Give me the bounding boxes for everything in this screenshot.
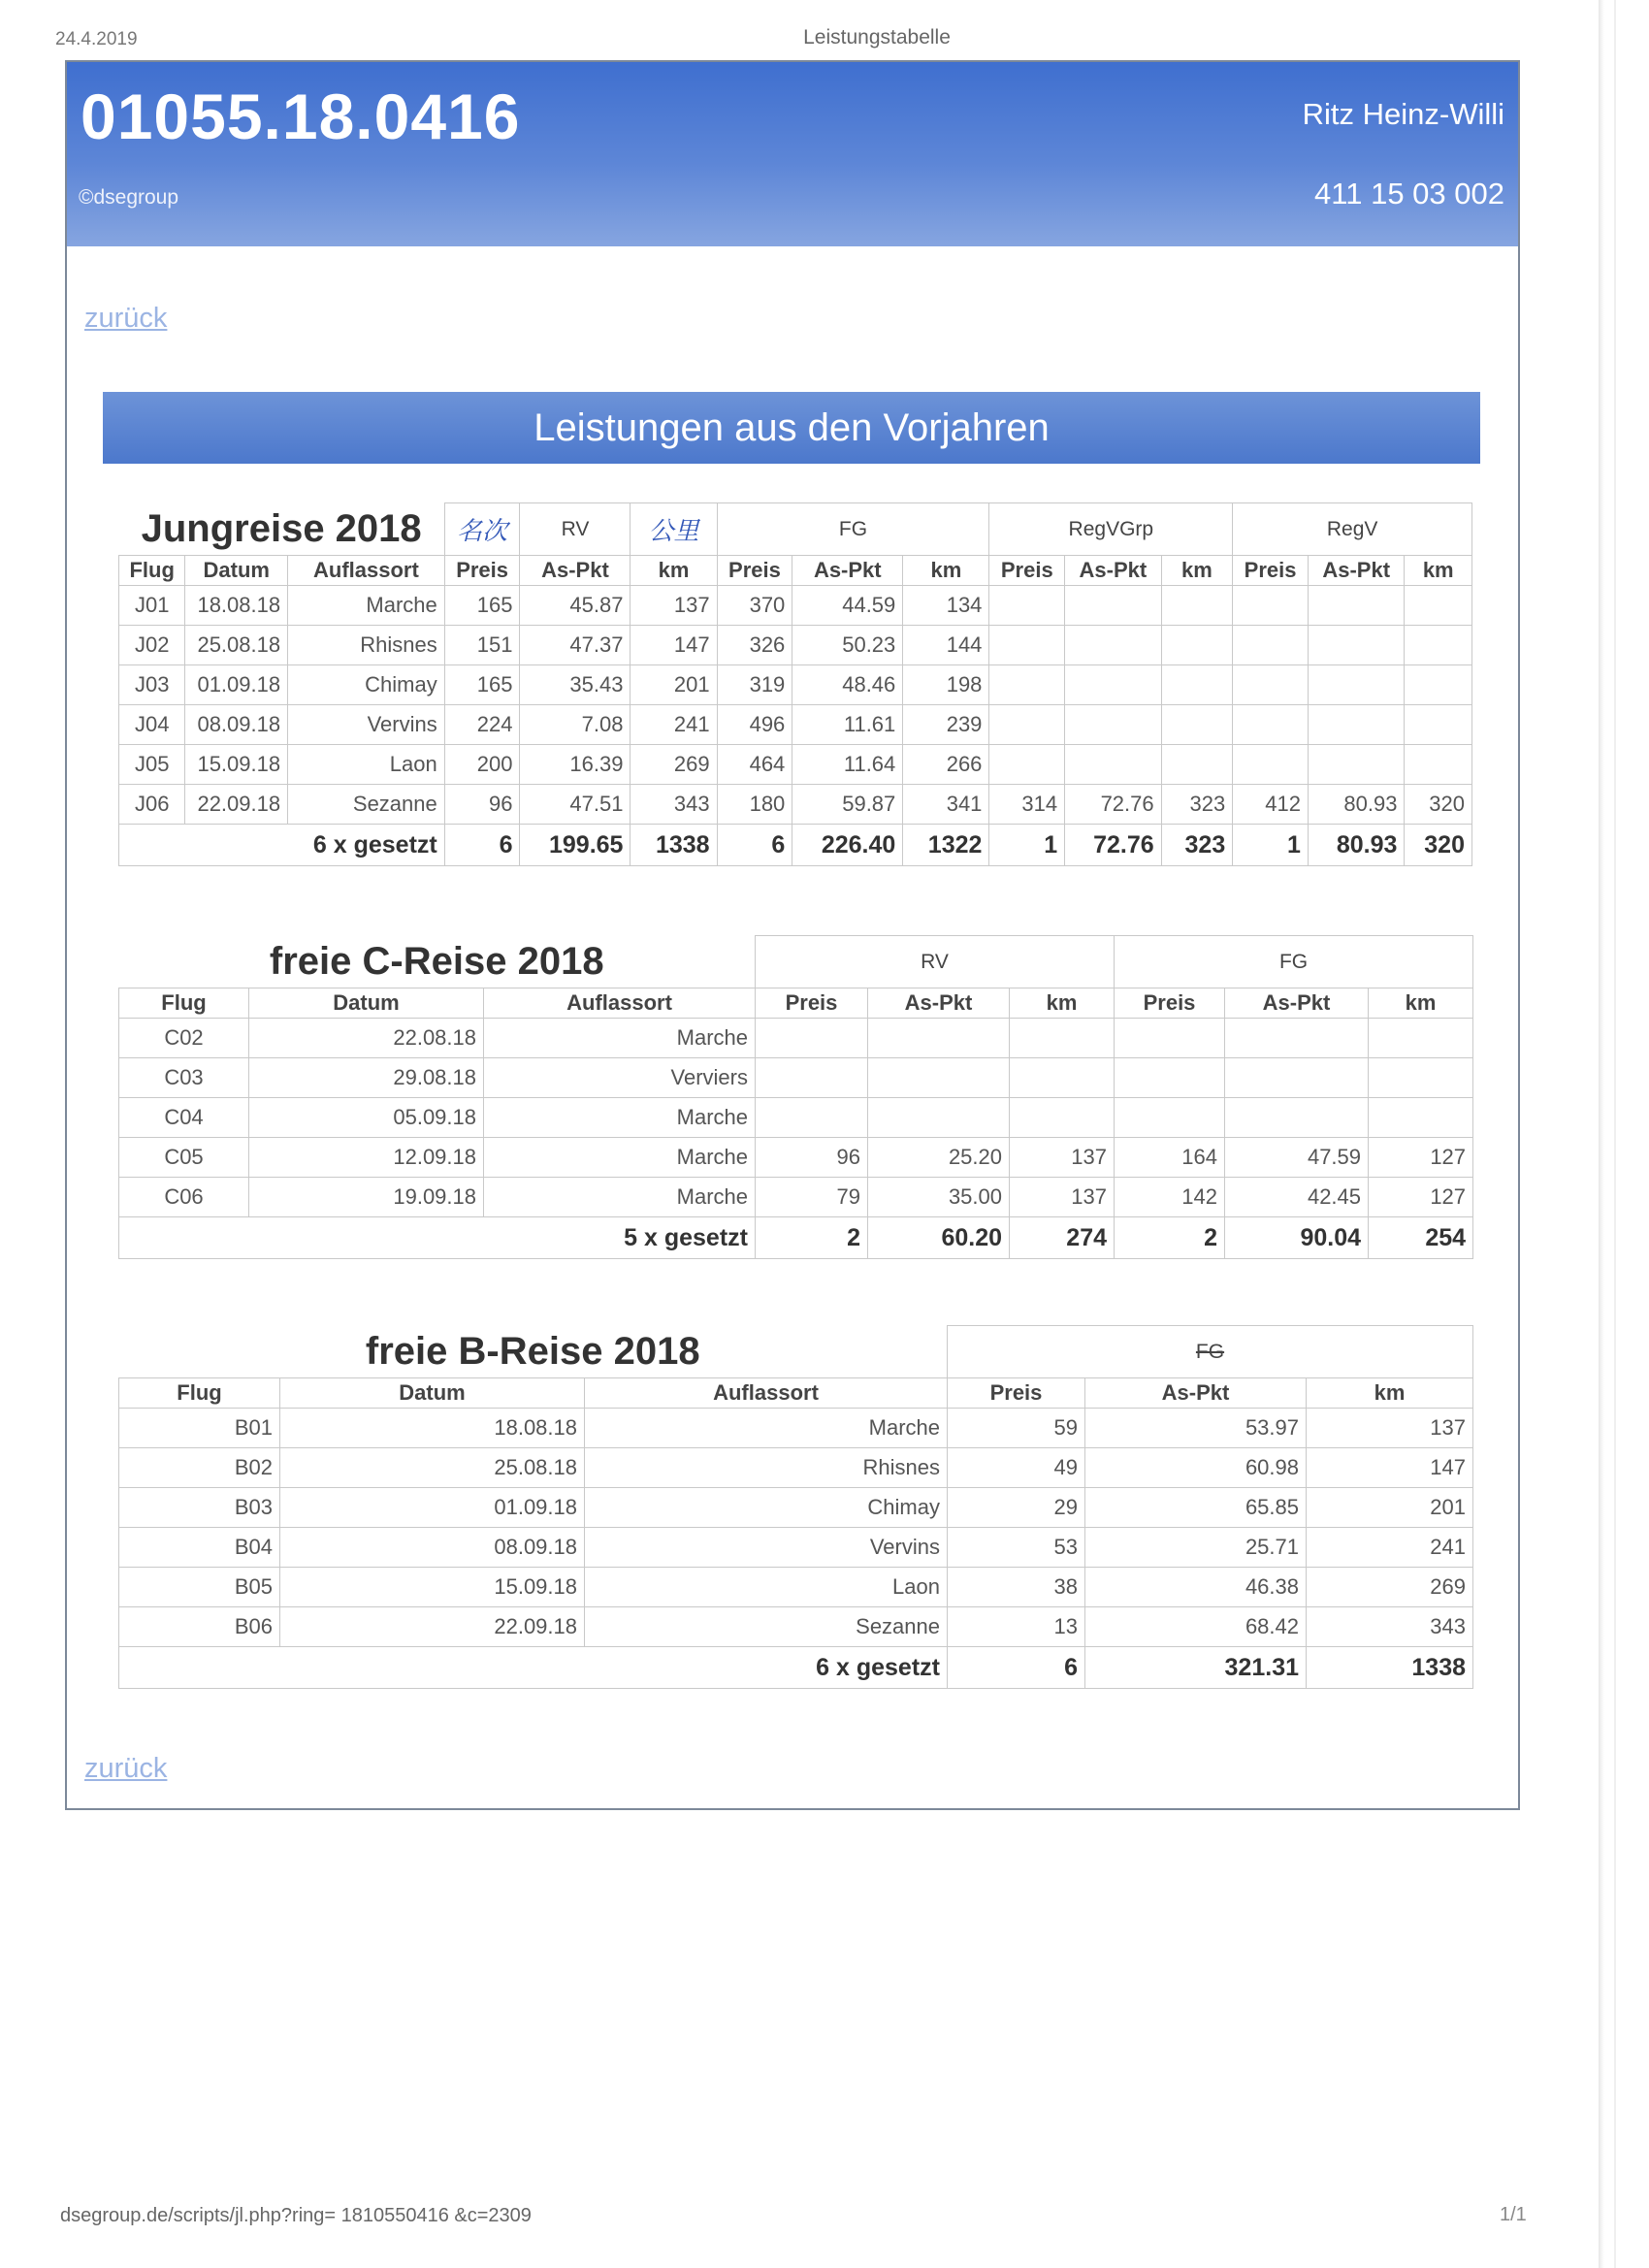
column-header: Auflassort (484, 988, 756, 1019)
b-title: freie B-Reise 2018 (119, 1326, 948, 1378)
group-regvgrp: RegVGrp (989, 503, 1233, 556)
table-cell: 96 (444, 785, 520, 825)
table-cell: 464 (717, 745, 792, 785)
table-cell (989, 586, 1065, 626)
table-cell: 47.59 (1225, 1138, 1369, 1178)
table-cell: C03 (119, 1058, 249, 1098)
table-cell: Marche (288, 586, 445, 626)
column-header: Flug (119, 1378, 280, 1409)
total-cell: 226.40 (792, 825, 903, 866)
table-cell: 72.76 (1065, 785, 1161, 825)
total-cell: 6 (444, 825, 520, 866)
table-cell (1405, 665, 1472, 705)
table-cell: 165 (444, 665, 520, 705)
c-total-row (119, 1217, 1473, 1259)
c-group-rv: RV (756, 936, 1115, 988)
table-cell: 142 (1115, 1178, 1225, 1217)
table-cell: J05 (119, 745, 185, 785)
jung-total-label: 6 x gesetzt (119, 825, 445, 866)
table-cell: Verviers (484, 1058, 756, 1098)
table-cell: B06 (119, 1607, 280, 1647)
table-cell: 49 (948, 1448, 1085, 1488)
table-cell: 05.09.18 (249, 1098, 484, 1138)
table-cell: 29 (948, 1488, 1085, 1528)
table-cell: Chimay (585, 1488, 948, 1528)
c-body (119, 1019, 1473, 1217)
total-cell: 274 (1010, 1217, 1115, 1259)
total-cell: 1322 (903, 825, 989, 866)
table-cell (1010, 1058, 1115, 1098)
table-cell: 15.09.18 (185, 745, 288, 785)
table-cell: 147 (1307, 1448, 1473, 1488)
table-cell: 326 (717, 626, 792, 665)
column-header: km (1307, 1378, 1473, 1409)
column-header: As-Pkt (792, 556, 903, 586)
table-cell (1405, 705, 1472, 745)
column-header: Flug (119, 988, 249, 1019)
table-cell: 343 (630, 785, 717, 825)
table-cell (1225, 1058, 1369, 1098)
table-cell: B05 (119, 1568, 280, 1607)
table-cell: 25.08.18 (185, 626, 288, 665)
table-row (119, 1488, 1473, 1528)
table-cell: J04 (119, 705, 185, 745)
table-row (119, 626, 1472, 665)
table-cell (1225, 1098, 1369, 1138)
table-cell (1369, 1058, 1473, 1098)
table-cell: 35.00 (868, 1178, 1010, 1217)
table-cell (1161, 665, 1233, 705)
total-cell: 1338 (1307, 1647, 1473, 1689)
table-cell: 137 (1010, 1138, 1115, 1178)
table-cell: 96 (756, 1138, 868, 1178)
total-cell: 2 (756, 1217, 868, 1259)
table-row (119, 665, 1472, 705)
total-cell: 254 (1369, 1217, 1473, 1259)
table-row (119, 1568, 1473, 1607)
column-header: As-Pkt (1065, 556, 1161, 586)
total-cell: 72.76 (1065, 825, 1161, 866)
table-cell: 44.59 (792, 586, 903, 626)
table-cell (1065, 665, 1161, 705)
table-cell (1405, 586, 1472, 626)
column-header: Preis (756, 988, 868, 1019)
group-regv: RegV (1233, 503, 1472, 556)
scan-edge (1599, 0, 1604, 2268)
total-cell: 1 (1233, 825, 1309, 866)
table-cell (1233, 586, 1309, 626)
table-cell: Marche (484, 1019, 756, 1058)
table-cell: Sezanne (288, 785, 445, 825)
table-cell: 25.71 (1085, 1528, 1307, 1568)
table-cell (1161, 705, 1233, 745)
column-header: As-Pkt (868, 988, 1010, 1019)
table-cell (1161, 745, 1233, 785)
table-cell: 18.08.18 (280, 1409, 585, 1448)
table-cell: Vervins (288, 705, 445, 745)
table-cell (989, 626, 1065, 665)
table-cell (1115, 1019, 1225, 1058)
table-cell: 53.97 (1085, 1409, 1307, 1448)
column-header: Datum (185, 556, 288, 586)
b-column-headers (119, 1378, 1473, 1409)
group-rv: RV (520, 503, 630, 556)
table-cell: 370 (717, 586, 792, 626)
table-row (119, 1607, 1473, 1647)
column-header: As-Pkt (1308, 556, 1404, 586)
table-cell: J03 (119, 665, 185, 705)
table-cell: 12.09.18 (249, 1138, 484, 1178)
table-cell: 180 (717, 785, 792, 825)
b-total-label: 6 x gesetzt (119, 1647, 948, 1689)
table-cell: 79 (756, 1178, 868, 1217)
table-cell: 127 (1369, 1178, 1473, 1217)
table-cell: 496 (717, 705, 792, 745)
column-header: km (1369, 988, 1473, 1019)
table-cell: 01.09.18 (280, 1488, 585, 1528)
table-cell (868, 1058, 1010, 1098)
table-cell (1405, 626, 1472, 665)
table-cell (1065, 745, 1161, 785)
table-cell: 59 (948, 1409, 1085, 1448)
table-cell: 08.09.18 (280, 1528, 585, 1568)
table-cell: 200 (444, 745, 520, 785)
table-cell: 201 (630, 665, 717, 705)
table-row (119, 1138, 1473, 1178)
table-cell: B04 (119, 1528, 280, 1568)
table-cell: 269 (1307, 1568, 1473, 1607)
table-cell: 29.08.18 (249, 1058, 484, 1098)
table-cell: C05 (119, 1138, 249, 1178)
table-cell: 08.09.18 (185, 705, 288, 745)
back-link-top[interactable]: zurück (84, 303, 168, 334)
column-header: Preis (1115, 988, 1225, 1019)
table-cell (1115, 1058, 1225, 1098)
table-cell: Chimay (288, 665, 445, 705)
column-header: Auflassort (288, 556, 445, 586)
table-cell: 147 (630, 626, 717, 665)
table-cell (1225, 1019, 1369, 1058)
total-cell: 323 (1161, 825, 1233, 866)
table-cell: 15.09.18 (280, 1568, 585, 1607)
table-cell: Marche (585, 1409, 948, 1448)
table-cell: 198 (903, 665, 989, 705)
page-frame (65, 60, 1520, 1810)
table-cell: 13 (948, 1607, 1085, 1647)
table-cell: Marche (484, 1138, 756, 1178)
table-cell (1161, 586, 1233, 626)
table-cell (1010, 1019, 1115, 1058)
print-date: 24.4.2019 (55, 29, 138, 49)
table-cell: Rhisnes (585, 1448, 948, 1488)
jung-total-row (119, 825, 1472, 866)
column-header: km (903, 556, 989, 586)
table-cell: 22.09.18 (280, 1607, 585, 1647)
back-link-bottom[interactable]: zurück (84, 1753, 168, 1784)
table-cell: 7.08 (520, 705, 630, 745)
table-cell: 11.64 (792, 745, 903, 785)
column-header: Datum (249, 988, 484, 1019)
table-cell (868, 1019, 1010, 1058)
table-cell: 59.87 (792, 785, 903, 825)
jung-column-headers (119, 556, 1472, 586)
column-header: As-Pkt (520, 556, 630, 586)
table-cell: 80.93 (1308, 785, 1404, 825)
table-row (119, 586, 1472, 626)
table-cell: 65.85 (1085, 1488, 1307, 1528)
table-cell (1369, 1098, 1473, 1138)
table-cell (989, 665, 1065, 705)
jung-group-row (119, 503, 1472, 556)
table-cell: Marche (484, 1098, 756, 1138)
page-header (67, 62, 1518, 246)
table-cell (989, 745, 1065, 785)
column-header: Flug (119, 556, 185, 586)
total-cell: 1 (989, 825, 1065, 866)
table-cell: 319 (717, 665, 792, 705)
table-row (119, 785, 1472, 825)
table-cell: Laon (585, 1568, 948, 1607)
column-header: Preis (948, 1378, 1085, 1409)
column-header: km (630, 556, 717, 586)
column-header: km (1010, 988, 1115, 1019)
column-header: Auflassort (585, 1378, 948, 1409)
table-row (119, 1448, 1473, 1488)
handnote-km: 公里 (630, 503, 717, 556)
table-cell: 266 (903, 745, 989, 785)
table-cell (1065, 626, 1161, 665)
total-cell: 199.65 (520, 825, 630, 866)
column-header: km (1405, 556, 1472, 586)
table-row (119, 1178, 1473, 1217)
table-cell: 22.09.18 (185, 785, 288, 825)
table-cell: B01 (119, 1409, 280, 1448)
table-cell: 269 (630, 745, 717, 785)
column-header: As-Pkt (1085, 1378, 1307, 1409)
ring-number: 01055.18.0416 (81, 81, 521, 152)
table-cell: 164 (1115, 1138, 1225, 1178)
table-row (119, 1058, 1473, 1098)
table-cell (1010, 1098, 1115, 1138)
c-total-label: 5 x gesetzt (119, 1217, 756, 1259)
scan-edge-line (1614, 0, 1616, 2268)
b-reise-table (118, 1325, 1473, 1689)
handnote-rank: 名次 (444, 503, 520, 556)
table-cell (1308, 626, 1404, 665)
c-column-headers (119, 988, 1473, 1019)
column-header: Preis (1233, 556, 1309, 586)
table-cell: 412 (1233, 785, 1309, 825)
table-cell: 45.87 (520, 586, 630, 626)
table-cell: C06 (119, 1178, 249, 1217)
table-cell: 151 (444, 626, 520, 665)
total-cell: 60.20 (868, 1217, 1010, 1259)
table-cell: 241 (630, 705, 717, 745)
table-cell (1233, 745, 1309, 785)
table-cell: 137 (1010, 1178, 1115, 1217)
table-row (119, 1098, 1473, 1138)
table-cell: 320 (1405, 785, 1472, 825)
table-cell (989, 705, 1065, 745)
print-title: Leistungstabelle (803, 26, 951, 49)
b-group-fg: FG (948, 1326, 1473, 1378)
table-cell (1308, 665, 1404, 705)
c-group-row (119, 936, 1473, 988)
table-cell (1405, 745, 1472, 785)
table-row (119, 1019, 1473, 1058)
table-cell: Vervins (585, 1528, 948, 1568)
table-row (119, 745, 1472, 785)
c-title: freie C-Reise 2018 (119, 936, 756, 988)
table-cell: Sezanne (585, 1607, 948, 1647)
table-cell (1115, 1098, 1225, 1138)
table-cell: C02 (119, 1019, 249, 1058)
table-cell: 134 (903, 586, 989, 626)
table-cell: C04 (119, 1098, 249, 1138)
column-header: Preis (717, 556, 792, 586)
table-cell: 239 (903, 705, 989, 745)
table-cell (756, 1098, 868, 1138)
table-cell: 42.45 (1225, 1178, 1369, 1217)
table-cell: 46.38 (1085, 1568, 1307, 1607)
table-cell: Laon (288, 745, 445, 785)
c-group-fg: FG (1115, 936, 1473, 988)
total-cell: 6 (717, 825, 792, 866)
column-header: Preis (444, 556, 520, 586)
table-cell: 50.23 (792, 626, 903, 665)
table-cell: Marche (484, 1178, 756, 1217)
table-cell (868, 1098, 1010, 1138)
owner-name: Ritz Heinz-Willi (1302, 97, 1504, 131)
table-cell: 53 (948, 1528, 1085, 1568)
table-cell: 25.08.18 (280, 1448, 585, 1488)
table-cell (756, 1019, 868, 1058)
table-cell (1161, 626, 1233, 665)
table-row (119, 1528, 1473, 1568)
table-cell: 60.98 (1085, 1448, 1307, 1488)
table-cell (1369, 1019, 1473, 1058)
table-cell: 343 (1307, 1607, 1473, 1647)
table-cell: 314 (989, 785, 1065, 825)
table-cell: B02 (119, 1448, 280, 1488)
group-fg: FG (717, 503, 989, 556)
total-cell: 90.04 (1225, 1217, 1369, 1259)
total-cell: 80.93 (1308, 825, 1404, 866)
table-cell: 323 (1161, 785, 1233, 825)
table-cell: J02 (119, 626, 185, 665)
total-cell: 6 (948, 1647, 1085, 1689)
table-cell: 11.61 (792, 705, 903, 745)
table-cell: J06 (119, 785, 185, 825)
table-cell: 224 (444, 705, 520, 745)
table-cell: 137 (630, 586, 717, 626)
table-cell: 16.39 (520, 745, 630, 785)
table-cell: 341 (903, 785, 989, 825)
table-row (119, 1409, 1473, 1448)
table-cell (1308, 705, 1404, 745)
table-cell: 165 (444, 586, 520, 626)
b-total-row (119, 1647, 1473, 1689)
table-cell: 35.43 (520, 665, 630, 705)
section-banner: Leistungen aus den Vorjahren (103, 392, 1480, 464)
table-cell: 47.37 (520, 626, 630, 665)
footer-url: dsegroup.de/scripts/jl.php?ring= 1810550416 &c=2309 (60, 2205, 532, 2226)
jungreise-table (118, 502, 1472, 866)
total-cell: 321.31 (1085, 1647, 1307, 1689)
table-cell: 48.46 (792, 665, 903, 705)
jung-body (119, 586, 1472, 825)
table-cell (1065, 705, 1161, 745)
table-cell (1233, 705, 1309, 745)
table-cell: 127 (1369, 1138, 1473, 1178)
table-cell: 22.08.18 (249, 1019, 484, 1058)
table-cell (756, 1058, 868, 1098)
table-cell: J01 (119, 586, 185, 626)
table-cell (1233, 665, 1309, 705)
table-cell: 137 (1307, 1409, 1473, 1448)
total-cell: 1338 (630, 825, 717, 866)
table-cell: 201 (1307, 1488, 1473, 1528)
table-cell (1308, 586, 1404, 626)
table-cell: 19.09.18 (249, 1178, 484, 1217)
owner-id: 411 15 03 002 (1314, 177, 1504, 211)
b-group-row (119, 1326, 1473, 1378)
jung-title: Jungreise 2018 (119, 503, 445, 556)
table-cell: 47.51 (520, 785, 630, 825)
column-header: km (1161, 556, 1233, 586)
total-cell: 2 (1115, 1217, 1225, 1259)
total-cell: 320 (1405, 825, 1472, 866)
table-cell (1065, 586, 1161, 626)
footer-page: 1/1 (1500, 2204, 1527, 2225)
table-cell (1308, 745, 1404, 785)
table-cell: 18.08.18 (185, 586, 288, 626)
table-cell: 38 (948, 1568, 1085, 1607)
table-cell: 144 (903, 626, 989, 665)
table-cell: Rhisnes (288, 626, 445, 665)
b-body (119, 1409, 1473, 1647)
table-row (119, 705, 1472, 745)
table-cell (1233, 626, 1309, 665)
table-cell: 241 (1307, 1528, 1473, 1568)
copyright: ©dsegroup (79, 186, 179, 209)
column-header: Datum (280, 1378, 585, 1409)
table-cell: B03 (119, 1488, 280, 1528)
table-cell: 68.42 (1085, 1607, 1307, 1647)
c-reise-table (118, 935, 1473, 1259)
column-header: As-Pkt (1225, 988, 1369, 1019)
table-cell: 01.09.18 (185, 665, 288, 705)
column-header: Preis (989, 556, 1065, 586)
table-cell: 25.20 (868, 1138, 1010, 1178)
